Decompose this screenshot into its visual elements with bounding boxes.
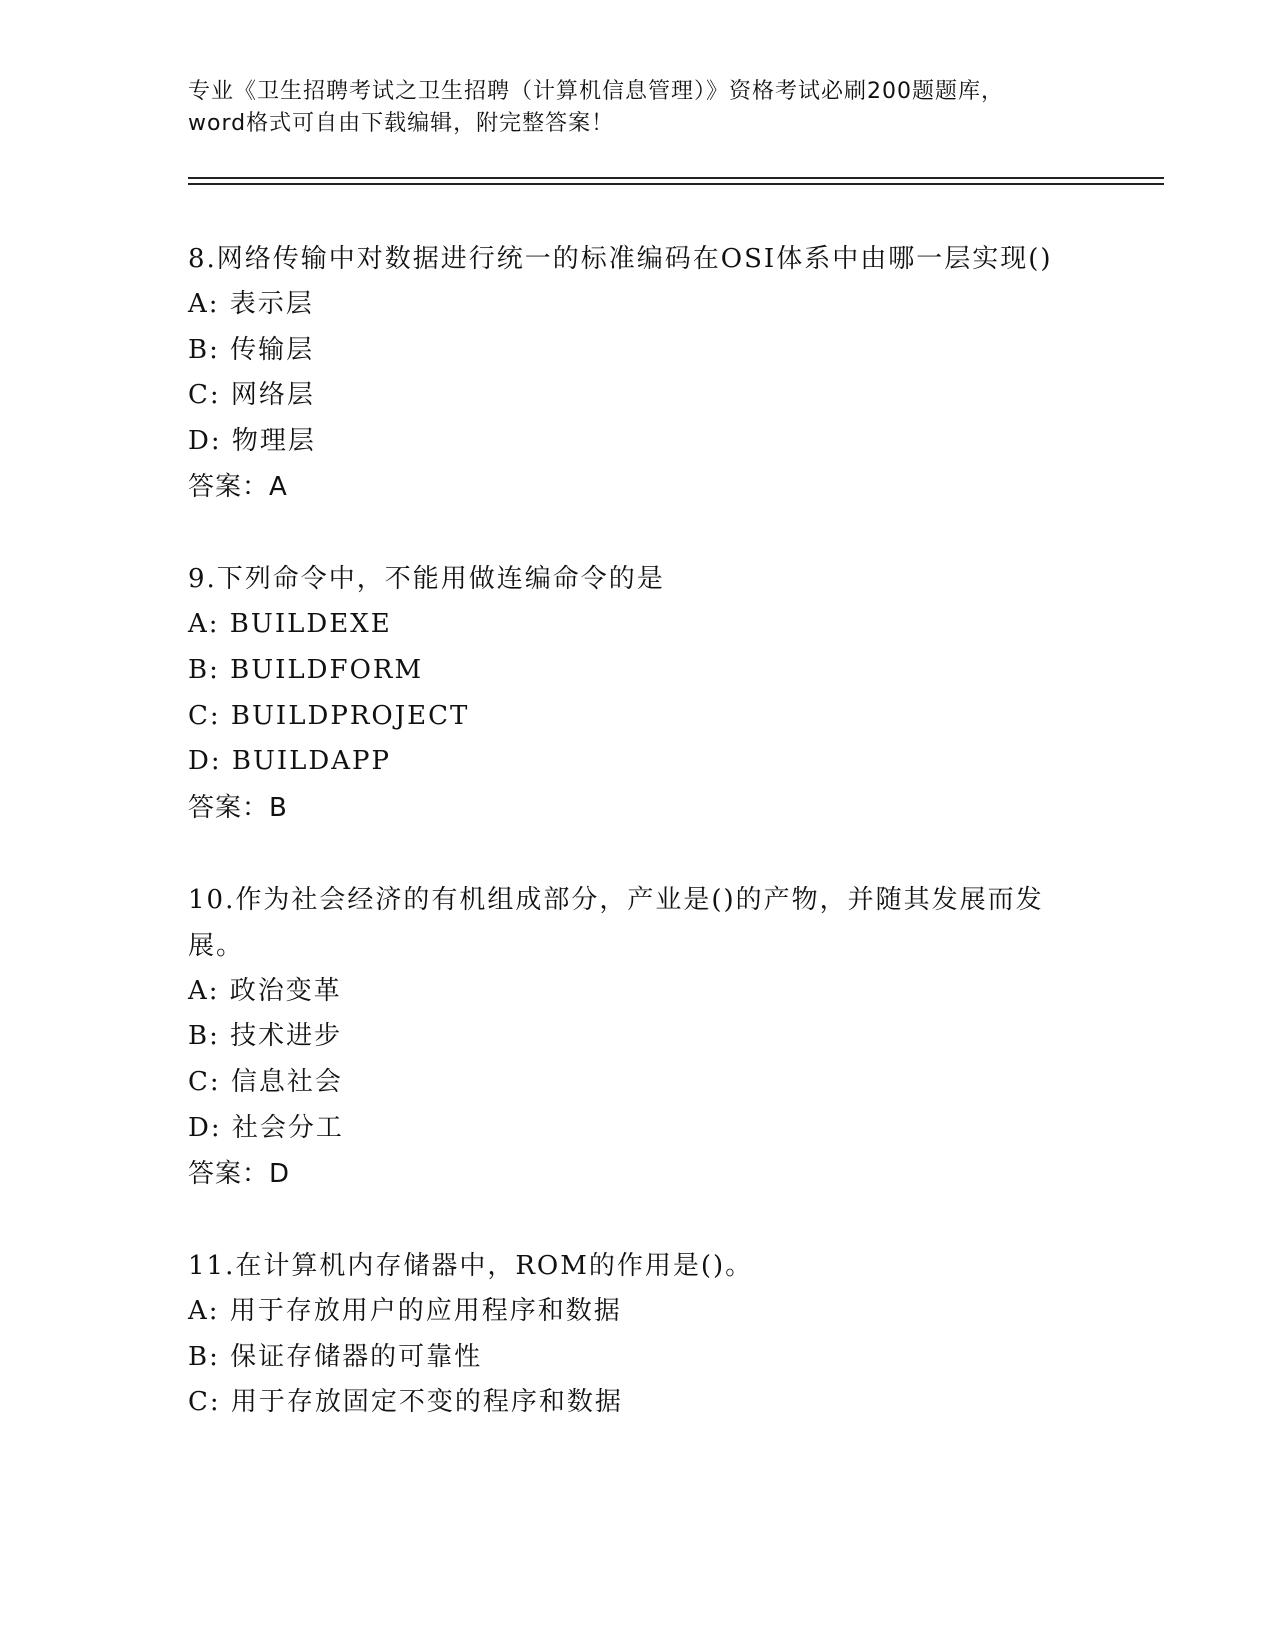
question-text: 11.在计算机内存储器中，ROM的作用是()。 xyxy=(188,1251,754,1282)
document-header xyxy=(188,76,1088,140)
question-list xyxy=(188,236,1088,1472)
question-8 xyxy=(188,236,1088,510)
option-a: A: 政治变革 xyxy=(188,975,342,1006)
option-a: A: 用于存放用户的应用程序和数据 xyxy=(188,1296,622,1327)
option-a: A: BUILDEXE xyxy=(188,609,392,640)
answer-label: 答案：A xyxy=(188,472,288,503)
answer-label: 答案：B xyxy=(188,792,288,823)
option-c: C: 信息社会 xyxy=(188,1066,343,1097)
header-divider-top xyxy=(188,177,1164,179)
question-text: 10.作为社会经济的有机组成部分，产业是()的产物，并随其发展而发展。 xyxy=(188,884,1044,961)
option-b: B: 传输层 xyxy=(188,334,315,365)
question-10 xyxy=(188,877,1088,1197)
question-9 xyxy=(188,556,1088,830)
option-b: B: BUILDFORM xyxy=(188,654,424,685)
option-c: C: 用于存放固定不变的程序和数据 xyxy=(188,1387,623,1418)
header-line-1: 专业《卫生招聘考试之卫生招聘（计算机信息管理）》资格考试必刷200题题库， xyxy=(188,79,1004,104)
option-c: C: BUILDPROJECT xyxy=(188,700,470,731)
option-a: A: 表示层 xyxy=(188,289,314,319)
question-11 xyxy=(188,1243,1088,1426)
header-line-2: word格式可自由下载编辑，附完整答案！ xyxy=(188,111,615,136)
question-text: 8.网络传输中对数据进行统一的标准编码在OSI体系中由哪一层实现() xyxy=(188,244,1053,274)
answer-label: 答案：D xyxy=(188,1159,291,1190)
option-d: D: 社会分工 xyxy=(188,1112,344,1143)
option-b: B: 技术进步 xyxy=(188,1021,343,1052)
option-b: B: 保证存储器的可靠性 xyxy=(188,1341,483,1372)
header-divider-bottom xyxy=(188,183,1164,185)
question-text: 9.下列命令中，不能用做连编命令的是 xyxy=(188,564,665,595)
option-d: D: BUILDAPP xyxy=(188,746,392,777)
option-c: C: 网络层 xyxy=(188,380,315,411)
option-d: D: 物理层 xyxy=(188,425,316,456)
